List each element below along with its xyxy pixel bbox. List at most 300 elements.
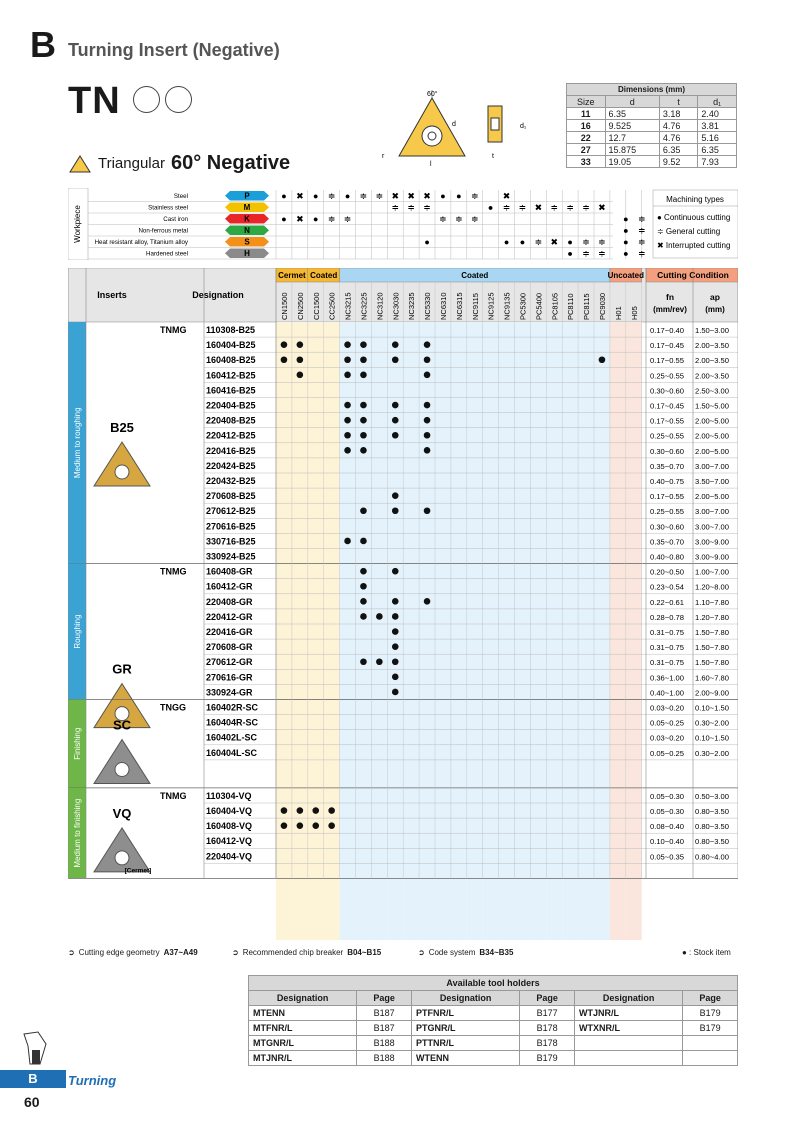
dim-row [567,108,737,120]
footnote-geometry [68,948,198,957]
dim-cell: 11 [567,108,606,120]
tool-cell: B177 [520,1006,575,1021]
fn-value: 0.17~0.40 [650,326,684,335]
stock-dot [392,492,399,499]
grade-name: PC8105 [550,292,560,320]
fn-value: 0.17~0.45 [650,401,684,411]
stock-dot [424,507,431,514]
section-letter: B [30,24,56,65]
machining-symbol: ● [313,191,319,201]
machining-symbol: ≑ [582,237,590,247]
dim-cell: 22 [567,132,606,144]
stock-dot [392,568,399,575]
tool-col-header: Designation [249,991,357,1006]
machining-symbol: ✖ [296,191,304,201]
fn-value: 0.05~0.25 [650,748,684,758]
stock-dot [344,356,351,363]
shape-angle: 60° Negative [170,152,291,174]
designation-code: 160408-VQ [206,821,253,832]
machining-symbol: ≑ [534,237,543,247]
stock-dot [281,822,288,829]
ap-header: ap [710,292,720,302]
tool-holder-table [248,975,738,1066]
machining-symbol: ≑ [598,248,606,259]
stock-dot [424,417,431,424]
machining-symbol: ● [567,237,573,247]
tool-col-header: Page [683,991,738,1006]
dim-cell: 5.16 [698,132,737,144]
designation-code: 110304-VQ [206,790,252,801]
dim-cell: 9.52 [659,156,698,168]
fn-value: 0.28~0.78 [650,612,684,622]
stock-dot [392,643,399,650]
machining-symbol: ● [623,248,629,259]
tool-cell [574,1051,682,1066]
designation-code: 160404R-SC [206,717,259,728]
designation-code: 270608-GR [206,642,253,653]
designation-code: 220424-B25 [206,460,256,471]
dim-row [567,120,737,132]
tool-col-header: Page [520,991,575,1006]
machining-symbol: ≑ [502,202,511,213]
stock-dot [312,822,319,829]
tool-cell: MTGNR/L [249,1036,357,1051]
tool-cell: WTXNR/L [574,1021,682,1036]
designation-code: 270612-GR [206,657,253,668]
ap-value: 2.00~3.50 [695,371,729,381]
stock-dot [360,507,367,514]
dim-col-header: t [659,96,698,108]
dim-cell: 9.525 [605,120,659,132]
designation-code: 110308-B25 [206,325,256,335]
designation-code: 160412-GR [206,581,253,592]
fn-value: 0.40~0.75 [650,477,684,486]
tool-cell [683,1051,738,1066]
stock-dot [360,402,367,409]
machining-symbol: ≑ [391,202,400,213]
stock-dot [360,341,367,348]
stock-dot [392,598,399,605]
machining-symbol: ● [623,225,629,236]
machining-symbol: ● [623,237,629,247]
designation-code: 160412-VQ [206,836,253,847]
fn-value: 0.05~0.30 [650,791,684,801]
stock-dot [392,402,399,409]
dim-cell: 19.05 [605,156,659,168]
tool-row [249,1021,738,1036]
tool-row [249,1036,738,1051]
ap-value: 2.00~5.00 [695,416,729,426]
material-code: M [243,203,251,212]
machining-legend-item: ≑ General cutting [657,227,721,236]
fn-value: 0.03~0.20 [650,733,684,743]
footnote-text: Code system [428,948,476,957]
fn-value: 0.40~0.80 [650,552,684,562]
insert-drawing [380,88,550,168]
tool-row [249,1006,738,1021]
tool-col-header: Designation [574,991,682,1006]
stock-dot [392,341,399,348]
grade-group-label: Uncoated [607,271,645,280]
footer-label: Turning [68,1073,117,1088]
machining-symbol: ✖ [423,191,431,201]
tool-cell: PTFNR/L [411,1006,519,1021]
stock-dot [360,568,367,575]
machining-symbol: ● [424,237,430,247]
stock-dot [392,613,399,620]
fn-value: 0.30~0.60 [650,522,684,532]
ap-value: 2.00~3.50 [695,341,729,351]
fn-value: 0.30~0.60 [650,386,684,396]
machining-symbol: ✖ [502,191,511,201]
stock-dot [392,674,399,681]
dim-cell: 4.76 [659,132,698,144]
machining-symbol: ✖ [598,202,606,213]
machining-symbol: ≑ [375,191,384,201]
fn-value: 0.17~0.55 [650,416,684,426]
machining-symbol: ≑ [327,191,336,201]
fn-value: 0.10~0.40 [650,837,684,847]
ap-value: 1.50~7.80 [695,628,729,637]
stock-dot [392,689,399,696]
stock-dot [328,807,335,814]
tool-cell: MTJNR/L [249,1051,357,1066]
dim-cell: 2.40 [698,108,737,120]
designation-code: 270616-GR [206,672,253,683]
page-title: Turning Insert (Negative) [68,40,280,60]
designation-prefix: TNMG [160,790,187,801]
fn-unit: (mm/rev) [653,305,687,314]
dim-row [567,156,737,168]
grade-name: CN2500 [295,292,305,320]
designation-code: 220404-VQ [206,851,253,862]
tool-cell: B179 [520,1051,575,1066]
dim-cell: 7.93 [698,156,737,168]
fn-value: 0.31~0.75 [650,658,684,668]
dim-cell: 16 [567,120,606,132]
ap-value: 0.80~3.50 [695,837,729,847]
fn-value: 0.25~0.55 [650,371,684,381]
ap-value: 1.10~7.80 [695,597,729,607]
machining-symbol: ≑ [439,214,447,224]
ap-value: 0.10~1.50 [695,733,729,743]
t-label: t [492,153,494,160]
fn-value: 0.05~0.35 [650,852,684,862]
fn-value: 0.31~0.75 [650,628,684,637]
material-name: Cast iron [163,216,188,223]
fn-value: 0.17~0.55 [650,356,684,366]
fn-header: fn [665,292,675,302]
machining-symbol: ✖ [407,191,415,201]
insert-hole [115,465,129,479]
tool-cell: PTGNR/L [411,1021,519,1036]
designation-code: 160416-B25 [206,385,256,396]
stock-dot [360,356,367,363]
machining-symbol: ✖ [391,191,400,201]
cutting-condition-header: Cutting Condition [657,270,729,280]
section-range-label: Roughing [73,614,82,649]
grade-name: PC8110 [566,293,576,320]
angle-label: 60° [427,91,438,98]
designation-code: 220432-B25 [206,476,256,486]
stock-dot [312,807,319,814]
designation-code: 330924-GR [206,687,253,698]
ap-value: 0.80~3.50 [695,822,729,832]
machining-types-title: Machining types [666,195,724,204]
stock-dot [424,432,431,439]
machining-symbol: ≑ [637,225,646,236]
designation-prefix: TNGG [160,702,186,713]
machining-symbol: ● [281,214,287,224]
grade-name: NC5330 [423,292,433,320]
fn-value: 0.31~0.75 [650,643,684,653]
stock-dot [344,447,351,454]
footnote-code [418,948,513,957]
dim-cell: 6.35 [698,144,737,156]
stock-dot [376,658,383,665]
tool-cell: MTENN [249,1006,357,1021]
designation-code: 220408-B25 [206,415,256,426]
tool-cell: B179 [683,1006,738,1021]
stock-dot [360,583,367,590]
grade-name: PC5300 [518,292,528,320]
insert-code [68,80,121,123]
ap-value: 1.50~5.00 [695,401,729,411]
ap-value: 2.00~5.00 [695,492,729,502]
grade-name: NC3215 [343,292,353,320]
machining-symbol: ≑ [470,191,479,201]
machining-symbol: ● [519,237,526,247]
section-range-label: Medium to finishing [73,798,82,868]
footnote-breaker [232,948,381,957]
ap-value: 0.10~1.50 [695,703,729,713]
ap-value: 1.50~3.00 [695,326,729,335]
designation-prefix: TNMG [160,566,187,577]
machining-symbol: ≑ [637,214,646,224]
grade-group-label: Coated [461,271,489,280]
fn-value: 0.05~0.30 [650,807,684,816]
r-label: r [382,153,385,160]
machining-symbol: ● [503,237,510,247]
ap-value: 3.50~7.00 [695,477,729,486]
stock-dot [360,613,367,620]
stock-dot [424,341,431,348]
fn-value: 0.17~0.45 [650,341,684,351]
grade-name: NC6315 [454,292,464,320]
stock-dot [297,822,304,829]
grade-name: NC9125 [486,292,496,320]
stock-dot [424,447,431,454]
fn-value: 0.20~0.50 [650,567,684,577]
dim-cell: 4.76 [659,120,698,132]
tool-holder-title: Available tool holders [249,976,738,991]
ap-value: 3.00~9.00 [695,537,729,547]
fn-value: 0.22~0.61 [650,597,684,607]
tool-cell: B178 [520,1021,575,1036]
grade-name: NC3120 [375,292,385,320]
stock-dot [392,507,399,514]
insert-note: [Cermet] [124,867,152,875]
stock-dot [360,538,367,545]
material-code: H [244,249,250,258]
stock-dot [297,372,304,379]
stock-dot [344,341,351,348]
dim-cell: 27 [567,144,606,156]
stock-dot [297,356,304,363]
machining-symbol: ● [281,191,287,201]
section-range-label: Medium to roughing [73,407,82,479]
fn-value: 0.03~0.20 [650,703,684,713]
machining-symbol: ≑ [470,214,479,224]
ap-value: 0.80~4.00 [695,852,729,862]
stock-dot [424,372,431,379]
machining-symbol: ≑ [359,191,368,201]
machining-symbol: ● [623,214,629,224]
stock-dot [344,432,351,439]
tool-row [249,1051,738,1066]
footnote-ref: A37~A49 [163,948,198,957]
ap-value: 1.00~7.00 [695,567,729,577]
dim-cell: 12.7 [605,132,659,144]
grade-name: PC9030 [597,292,607,320]
material-code: N [244,226,250,235]
section-range-label: Finishing [73,727,82,760]
material-name: Stainless steel [148,204,188,212]
tool-cell: PTTNR/L [411,1036,519,1051]
workpiece-label: Workpiece [73,205,82,243]
machining-symbol: ● [313,214,319,224]
fn-value: 0.25~0.55 [650,507,684,517]
ap-value: 2.00~5.00 [695,431,729,441]
ap-value: 2.00~5.00 [695,446,729,456]
designation-code: 270612-B25 [206,506,256,517]
page-number: 60 [24,1094,40,1110]
material-name: Heat resistant alloy, Titanium alloy [94,239,188,246]
tool-col-header: Page [357,991,412,1006]
fn-value: 0.08~0.40 [650,822,684,832]
fn-value: 0.25~0.55 [650,431,684,441]
stock-dot [297,807,304,814]
tool-cell: MTFNR/L [249,1021,357,1036]
machining-symbol: ≑ [582,202,590,213]
arrow-icon: ➲ [232,948,239,957]
tool-cell: B188 [357,1036,412,1051]
material-name: Non-ferrous metal [138,227,188,235]
stock-dot [344,538,351,545]
designation-code: 160404L-SC [206,747,258,758]
stock-dot [424,402,431,409]
dim-col-header: d [605,96,659,108]
grade-name: NC9115 [470,293,480,320]
ap-value: 2.50~3.00 [695,386,729,396]
stock-dot [392,628,399,635]
ap-value: 2.00~3.50 [695,356,729,366]
l-label: l [430,161,432,168]
fn-value: 0.05~0.25 [650,718,684,728]
ap-value: 3.00~7.00 [695,522,729,532]
fn-value: 0.40~1.00 [650,688,684,698]
footnote-ref: B04~B15 [347,948,382,957]
chip-breaker-name: SC [112,717,132,733]
ap-value: 3.00~9.00 [695,552,729,562]
dim-cell: 6.35 [659,144,698,156]
arrow-icon: ➲ [418,948,425,957]
machining-symbol: ● [344,191,351,201]
chip-breaker-name: VQ [112,805,132,821]
material-name: Steel [173,193,188,200]
tool-cell: B187 [357,1006,412,1021]
d1-label: d₁ [520,123,527,130]
machining-symbol: ≑ [566,202,574,213]
arrow-icon: ➲ [68,948,75,957]
stock-dot [599,356,606,363]
dim-cell: 3.81 [698,120,737,132]
circle-icon [165,86,192,113]
dim-cell: 3.18 [659,108,698,120]
dim-cell: 33 [567,156,606,168]
machining-symbol: ● [487,202,494,213]
fn-value: 0.30~0.60 [650,446,684,456]
tool-cell: WTENN [411,1051,519,1066]
tool-col-header: Designation [411,991,519,1006]
stock-dot [392,417,399,424]
grade-name: CC1500 [311,292,321,320]
machining-symbol: ● [440,191,446,201]
machining-symbol: ≑ [343,214,352,224]
machining-symbol: ≑ [455,214,463,224]
circle-icon [133,86,160,113]
turning-tool-icon [18,1030,52,1068]
stock-dot [424,598,431,605]
dim-col-header: Size [567,96,606,108]
designation-code: 220408-GR [206,596,253,607]
ap-value: 1.60~7.80 [695,673,729,683]
designation-code: 330924-B25 [206,551,256,562]
ap-value: 0.80~3.50 [695,807,729,816]
designation-code: 160402R-SC [206,702,259,713]
ap-value: 1.20~7.80 [695,612,729,622]
designation-code: 270608-B25 [206,491,256,502]
grade-name: NC9135 [502,292,512,320]
designation-code: 220412-GR [206,611,253,622]
dimensions-title: Dimensions (mm) [567,84,737,96]
dim-row [567,132,737,144]
material-code: K [244,214,250,224]
tool-cell: WTJNR/L [574,1006,682,1021]
machining-symbol: ≑ [582,248,590,259]
machining-symbol: ≑ [637,248,646,259]
machining-symbol: ≑ [637,237,646,247]
insert-grade-table [68,268,738,940]
grade-name: H01 [613,306,623,320]
stock-dot [344,402,351,409]
dim-row [567,144,737,156]
ap-value: 0.30~2.00 [695,718,729,728]
ap-value: 1.50~7.80 [695,658,729,668]
ap-value: 0.50~3.00 [695,791,729,801]
dim-cell: 15.875 [605,144,659,156]
dimensions-table [566,83,737,168]
stock-note: ● : Stock item [682,948,731,957]
ap-value: 1.50~7.80 [695,643,729,653]
designation-code: 220404-B25 [206,400,256,411]
triangle-icon [68,154,92,174]
fn-value: 0.35~0.70 [650,537,684,547]
machining-symbol: ✖ [296,214,304,224]
machining-symbol: ≑ [550,202,559,213]
designation-code: 160408-B25 [206,355,256,366]
dim-col-header: d₁ [698,96,737,108]
